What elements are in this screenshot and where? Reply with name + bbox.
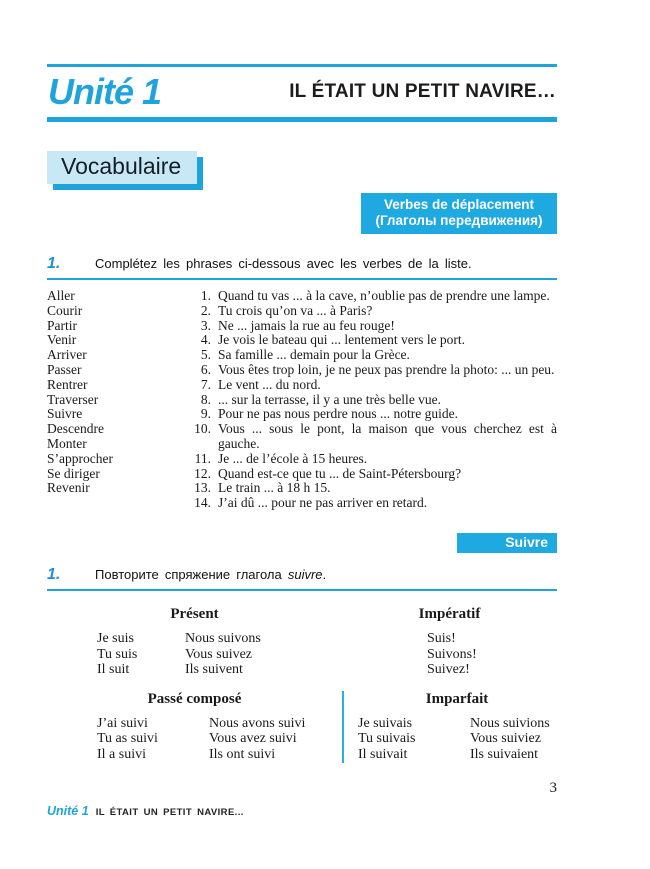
verb-item: Venir — [47, 332, 77, 348]
vocabulaire-section-label: Vocabulaire — [47, 151, 197, 184]
conjugation-row-present-imperatif — [47, 606, 557, 678]
conj-cell: Vous suiviez — [470, 731, 541, 747]
imparfait-table — [342, 691, 557, 763]
conj-cell: Suivez! — [427, 662, 470, 678]
conj-cell: Vous avez suivi — [209, 731, 297, 747]
verb-item: Aller — [47, 288, 75, 303]
sentence-number: 10. — [194, 421, 211, 437]
textbook-page — [47, 0, 557, 763]
sentence-number: 14. — [194, 495, 211, 511]
sentence-number: 2. — [200, 302, 211, 318]
exercise1-header — [47, 255, 557, 280]
conj-cell: Vous suivez — [185, 646, 253, 662]
passe-compose-table — [47, 691, 342, 763]
exercise1-instruction: Complétez les phrases ci-dessous avec les verbes de la liste. — [95, 256, 472, 271]
sentence-number: 4. — [200, 332, 211, 348]
sentence-list — [185, 289, 557, 511]
verb-item: Revenir — [47, 480, 90, 496]
sentence-row — [185, 319, 557, 334]
conj-cell: Tu as suivi — [97, 731, 158, 747]
sentence-text: J’ai dû ... pour ne pas arriver en retard. — [218, 495, 428, 511]
sentence-text: Quand est-ce que tu ... de Saint-Pétersbourg? — [218, 465, 462, 481]
conj-cell: J’ai suivi — [97, 715, 148, 731]
sentence-row — [185, 348, 557, 363]
sentence-number: 5. — [200, 347, 211, 363]
exercise2-instruction — [95, 567, 326, 582]
sentence-text: Le vent ... du nord. — [218, 376, 321, 392]
sentence-row — [185, 407, 557, 422]
footer-unit-number: Unité 1 — [47, 804, 89, 818]
conj-cell: Ils ont suivi — [209, 746, 276, 762]
running-footer — [47, 804, 244, 818]
sentence-row — [185, 481, 557, 496]
instruction-prefix: Повторите спряжение глагола — [95, 566, 288, 582]
instruction-suffix: . — [322, 566, 327, 582]
sentence-row — [185, 467, 557, 482]
present-title: Présent — [170, 605, 219, 622]
verb-list — [47, 289, 185, 511]
verb-item: Rentrer — [47, 376, 88, 392]
sentence-text: Je vois le bateau qui ... lentement vers le port. — [218, 332, 466, 348]
verb-item: Suivre — [47, 406, 83, 422]
topic-line-russian: (Глаголы передвижения) — [375, 213, 543, 228]
sentence-number: 1. — [200, 288, 211, 303]
conj-cell: Je suis — [97, 630, 134, 646]
conj-cell: Tu suis — [97, 646, 138, 662]
sentence-number: 3. — [200, 317, 211, 333]
conj-cell: Nous suivons — [185, 630, 261, 646]
sentence-number: 8. — [200, 391, 211, 407]
sentence-row — [185, 333, 557, 348]
footer-unit-title: IL ÉTAIT UN PETIT NAVIRE... — [95, 807, 244, 818]
suivre-topic-box: Suivre — [457, 533, 557, 553]
verb-item: Monter — [47, 435, 87, 451]
sentence-text: ... sur la terrasse, il y a une très belle vue. — [218, 391, 442, 407]
sentence-text: Vous êtes trop loin, je ne peux pas prendre la photo: ... un peu. — [218, 361, 555, 377]
verb-item: Arriver — [47, 347, 87, 363]
page-number: 3 — [549, 780, 557, 796]
topic-box — [361, 193, 557, 234]
verb-item: S’approcher — [47, 450, 113, 466]
conj-cell: Ils suivaient — [470, 746, 539, 762]
verb-item: Partir — [47, 317, 77, 333]
conj-cell: Nous avons suivi — [209, 715, 306, 731]
sentence-row — [185, 452, 557, 467]
topic-line-french: Verbes de déplacement — [383, 197, 535, 212]
sentence-text: Sa famille ... demain pour la Grèce. — [218, 347, 410, 363]
conj-cell: Ils suivent — [185, 662, 243, 678]
passe-compose-title: Passé composé — [147, 690, 242, 707]
conj-cell: Il suit — [97, 662, 130, 678]
unit-header — [47, 64, 557, 122]
imperatif-title: Impératif — [418, 605, 481, 622]
exercise1-body — [47, 289, 557, 511]
sentence-row — [185, 378, 557, 393]
sentence-text: Je ... de l’école à 15 heures. — [218, 450, 368, 466]
sentence-text: Tu crois qu’on va ... à Paris? — [218, 302, 373, 318]
sentence-text: Vous ... sous le pont, la maison que vous cherchez est à gauche. — [218, 421, 557, 451]
sentence-text: Ne ... jamais la rue au feu rouge! — [218, 317, 395, 333]
conj-cell: Suivons! — [427, 646, 477, 662]
conj-cell: Il a suivi — [97, 746, 146, 762]
conj-cell: Suis! — [427, 630, 456, 646]
verb-item: Courir — [47, 302, 83, 318]
verb-item: Se diriger — [47, 465, 100, 481]
sentence-number: 13. — [194, 480, 211, 496]
sentence-number: 7. — [200, 376, 211, 392]
verb-item: Passer — [47, 361, 82, 377]
imperatif-table — [342, 606, 557, 678]
sentence-row — [185, 393, 557, 408]
conj-cell: Il suivait — [358, 746, 408, 762]
sentence-number: 6. — [200, 361, 211, 377]
sentence-row — [185, 422, 557, 452]
exercise1-number: 1. — [47, 255, 61, 272]
sentence-row — [185, 363, 557, 378]
conj-cell: Nous suivions — [470, 715, 550, 731]
sentence-number: 9. — [200, 406, 211, 422]
conj-cell: Tu suivais — [358, 731, 416, 747]
sentence-number: 12. — [194, 465, 211, 481]
exercise2-header — [47, 566, 557, 591]
conjugation-row-passecompose-imparfait — [47, 691, 557, 763]
sentence-row — [185, 496, 557, 511]
instruction-verb-italic: suivre — [287, 566, 323, 582]
imparfait-title: Imparfait — [425, 690, 489, 707]
sentence-text: Pour ne pas nous perdre nous ... notre guide. — [218, 406, 458, 422]
present-table — [47, 606, 342, 678]
exercise2-number: 1. — [47, 565, 61, 583]
sentence-row — [185, 304, 557, 319]
unit-title: IL ÉTAIT UN PETIT NAVIRE… — [289, 81, 556, 102]
verb-item: Descendre — [47, 421, 104, 437]
conj-cell: Je suivais — [358, 715, 413, 731]
sentence-text: Quand tu vas ... à la cave, n’oublie pas de prendre une lampe. — [218, 288, 550, 303]
unit-number: Unité 1 — [48, 71, 162, 112]
sentence-row — [185, 289, 557, 304]
verb-item: Traverser — [47, 391, 99, 407]
sentence-number: 11. — [194, 450, 211, 466]
sentence-text: Le train ... à 18 h 15. — [218, 480, 331, 496]
conjugation-section — [47, 606, 557, 763]
